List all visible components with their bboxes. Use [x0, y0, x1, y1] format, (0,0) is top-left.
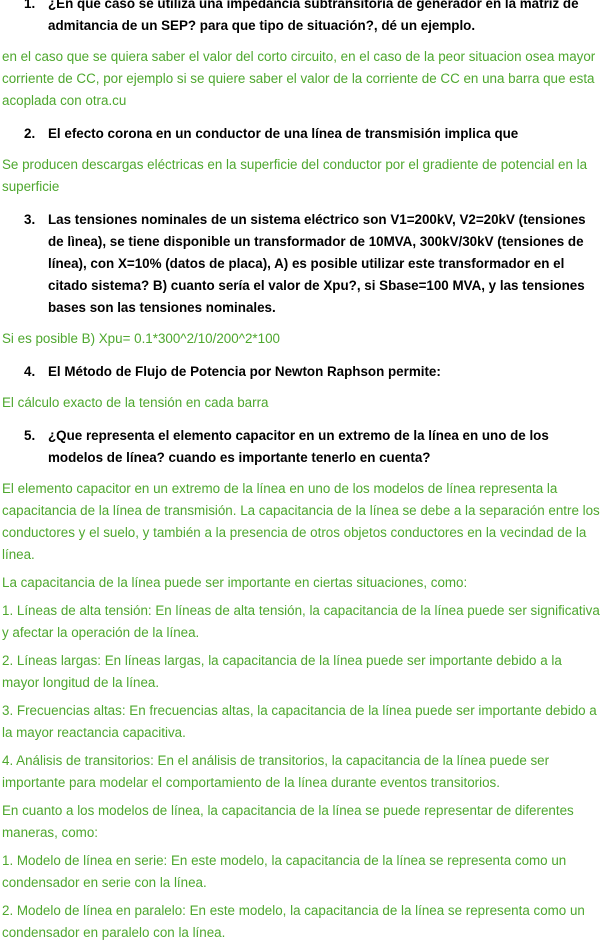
question-number: 3.	[24, 212, 36, 227]
question-1	[0, 0, 603, 37]
question-text: Las tensiones nominales de un sistema eléctrico son V1=200kV, V2=20kV (tensiones de lìnea), se tiene disponible un transformador de 10MVA, 300kV/30kV (tensiones de línea), con X=10% (datos de placa), A) es posible utilizar este transformador en el citado sistema? B) cuanto sería el valor de Xpu?, si Sbase=100 MVA, y las tensiones bases son las tensiones nominales.	[48, 212, 586, 315]
answer-paragraph: El elemento capacitor en un extremo de la línea en uno de los modelos de línea representa la capacitancia de la línea de transmisión. La capacitancia de la línea se debe a la separación entre los conductores y el suelo, y también a la presencia de otros objetos conductores en la vecindad de la línea.	[2, 481, 600, 562]
answer-list-item: 1. Modelo de línea en serie: En este modelo, la capacitancia de la línea se representa como un condensador en serie con la línea.	[2, 853, 567, 890]
answer-list-item: 2. Líneas largas: En líneas largas, la capacitancia de la línea puede ser importante debido a la mayor longitud de la línea.	[2, 653, 562, 690]
answer-paragraph: Se producen descargas eléctricas en la superficie del conductor por el gradiente de potencial en la superficie	[2, 157, 588, 194]
question-text: El efecto corona en un conductor de una línea de transmisión implica que	[48, 126, 519, 141]
question-text: El Método de Flujo de Potencia por Newton Raphson permite:	[48, 364, 441, 379]
answer-paragraph: El cálculo exacto de la tensión en cada barra	[2, 395, 269, 410]
answer-paragraph: en el caso que se quiera saber el valor del corto circuito, en el caso de la peor situacion osea mayor corriente de CC, por ejemplo si se quiere saber el valor de la corriente de CC en una barra que esta acoplada con otra.cu	[2, 49, 596, 108]
answer-list-item: 2. Modelo de línea en paralelo: En este modelo, la capacitancia de la línea se representa como un condensador en paralelo con la línea.	[2, 903, 585, 940]
question-5	[0, 425, 603, 469]
answer-paragraph: La capacitancia de la línea puede ser importante en ciertas situaciones, como:	[2, 575, 468, 590]
question-number: 5.	[24, 428, 36, 443]
question-number: 1.	[24, 0, 36, 11]
question-text: ¿En que caso se utiliza una impedancia subtransitoria de generador en la matriz de admitancia de un SEP? para que tipo de situación?, dé un ejemplo.	[48, 0, 579, 33]
question-3	[0, 209, 603, 319]
answer-paragraph: En cuanto a los modelos de línea, la capacitancia de la línea se puede representar de diferentes maneras, como:	[2, 803, 574, 840]
question-number: 2.	[24, 126, 36, 141]
question-2	[0, 123, 603, 145]
answer-list-item: 1. Líneas de alta tensión: En líneas de alta tensión, la capacitancia de la línea puede ser significativa y afectar la operación de la línea.	[2, 603, 600, 640]
answer-list-item: 4. Análisis de transitorios: En el análisis de transitorios, la capacitancia de la línea puede ser importante para modelar el comportamiento de la línea durante eventos transitorios.	[2, 753, 550, 790]
question-number: 4.	[24, 364, 36, 379]
answer-paragraph: Si es posible B) Xpu= 0.1*300^2/10/200^2*100	[2, 331, 280, 346]
answer-list-item: 3. Frecuencias altas: En frecuencias altas, la capacitancia de la línea puede ser importante debido a la mayor reactancia capacitiva.	[2, 703, 597, 740]
question-4	[0, 361, 603, 383]
question-text: ¿Que representa el elemento capacitor en un extremo de la línea en uno de los modelos de línea? cuando es importante tenerlo en cuenta?	[48, 428, 549, 465]
